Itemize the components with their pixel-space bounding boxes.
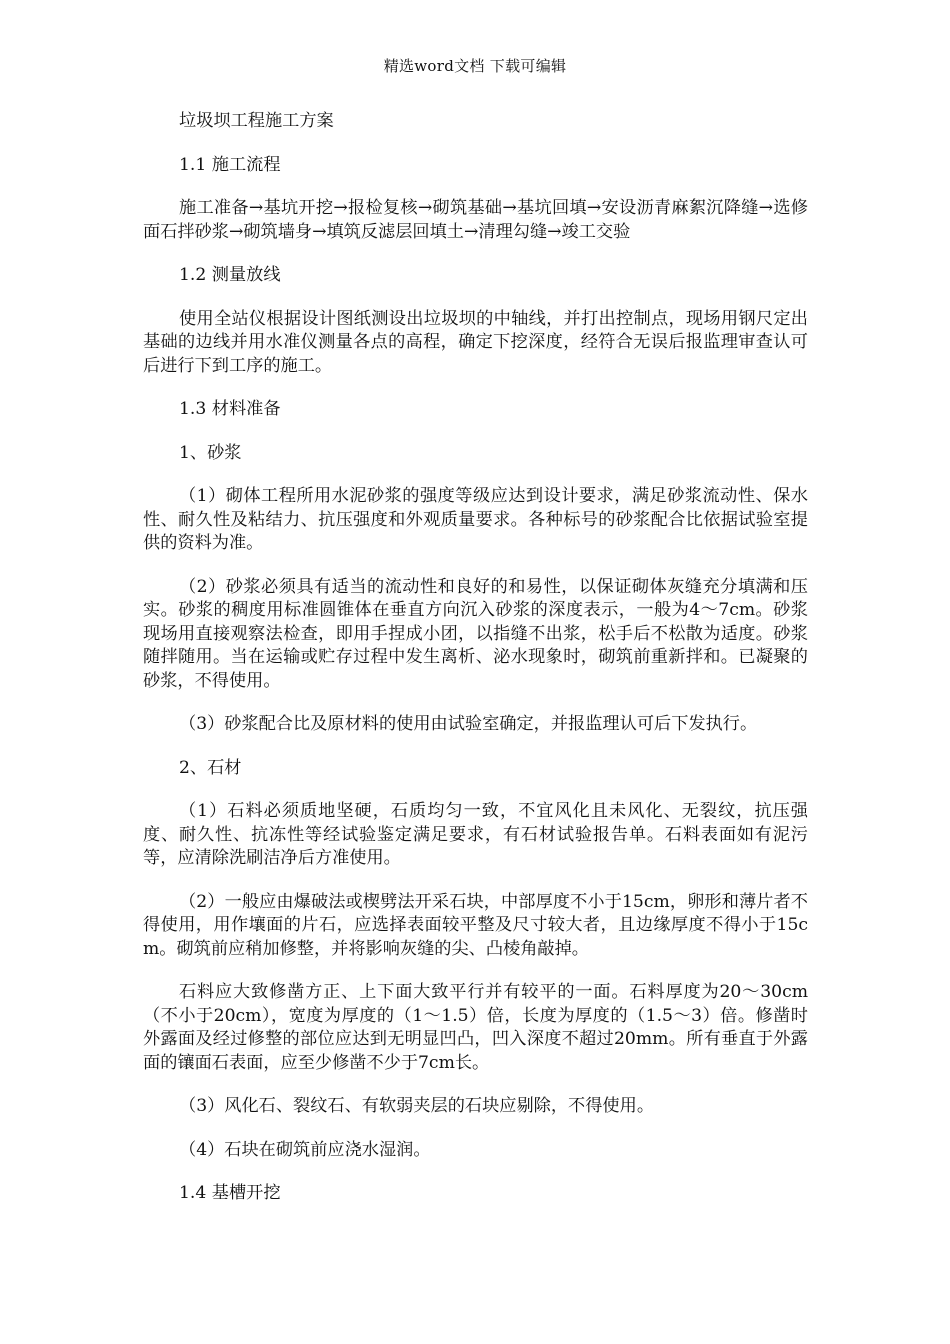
paragraph-mortar-3: （3）砂浆配合比及原材料的使用由试验室确定，并报监理认可后下发执行。 [179,714,758,734]
paragraph-stone-shape: 石料应大致修凿方正、上下面大致平行并有较平的一面。石料厚度为20～30cm（不小于20cm），宽度为厚度的（1～1.5）倍，长度为厚度的（1.5～3）倍。修凿时外露面及经过修整的部位应达到无明显凹凸，凹入深度不超过20mm。所有垂直于外露面的镶面石表面，应至少修凿不少于7cm长。 [143,982,808,1073]
section-heading-1-1: 1.1 施工流程 [179,154,281,175]
section-heading-1-4: 1.4 基槽开挖 [179,1183,281,1203]
document-body [143,110,808,1226]
paragraph-survey: 使用全站仪根据设计图纸测设出垃圾坝的中轴线，并打出控制点，现场用钢尺定出基础的边线并用水准仪测量各点的高程，确定下挖深度，经符合无误后报监理审查认可后进行下到工序的施工。 [143,308,808,376]
document-title: 垃圾坝工程施工方案 [179,111,334,131]
paragraph-stone-4: （4）石块在砌筑前应浇水湿润。 [179,1139,431,1160]
paragraph-stone-3: （3）风化石、裂纹石、有软弱夹层的石块应剔除，不得使用。 [179,1096,655,1116]
section-heading-1-3: 1.3 材料准备 [179,399,281,419]
page-header: 精选word文档 下载可编辑 [383,57,567,75]
paragraph-mortar-1: （1）砌体工程所用水泥砂浆的强度等级应达到设计要求，满足砂浆流动性、保水性、耐久性及粘结力、抗压强度和外观质量要求。各种标号的砂浆配合比依据试验室提供的资料为准。 [143,486,808,553]
paragraph-stone-2: （2）一般应由爆破法或楔劈法开采石块，中部厚度不小于15cm，卵形和薄片者不得使用，用作壤面的片石，应选择表面较平整及尺寸较大者，且边缘厚度不得小于15cm。砌筑前应稍加修整，并将影响灰缝的尖、凸棱角敲掉。 [143,891,808,959]
section-heading-1-2: 1.2 测量放线 [179,265,281,285]
subheading-mortar: 1、砂浆 [179,442,242,463]
paragraph-stone-1: （1）石料必须质地坚硬，石质均匀一致，不宜风化且未风化、无裂纹，抗压强度、耐久性、抗冻性等经试验鉴定满足要求，有石材试验报告单。石料表面如有泥污等，应清除洗刷洁净后方准使用。 [143,801,808,868]
paragraph-construction-flow: 施工准备→基坑开挖→报检复核→砌筑基础→基坑回填→安设沥青麻絮沉降缝→选修面石拌砂浆→砌筑墙身→填筑反滤层回填土→清理勾缝→竣工交验 [143,198,808,242]
paragraph-mortar-2: （2）砂浆必须具有适当的流动性和良好的和易性，以保证砌体灰缝充分填满和压实。砂浆的稠度用标准圆锥体在垂直方向沉入砂浆的深度表示，一般为4～7cm。砂浆现场用直接观察法检查，即用手捏成小团，以指缝不出浆，松手后不松散为适度。砂浆随拌随用。当在运输或贮存过程中发生离析、泌水现象时，砌筑前重新拌和。已凝聚的砂浆，不得使用。 [143,576,808,691]
subheading-stone: 2、石材 [179,757,242,778]
